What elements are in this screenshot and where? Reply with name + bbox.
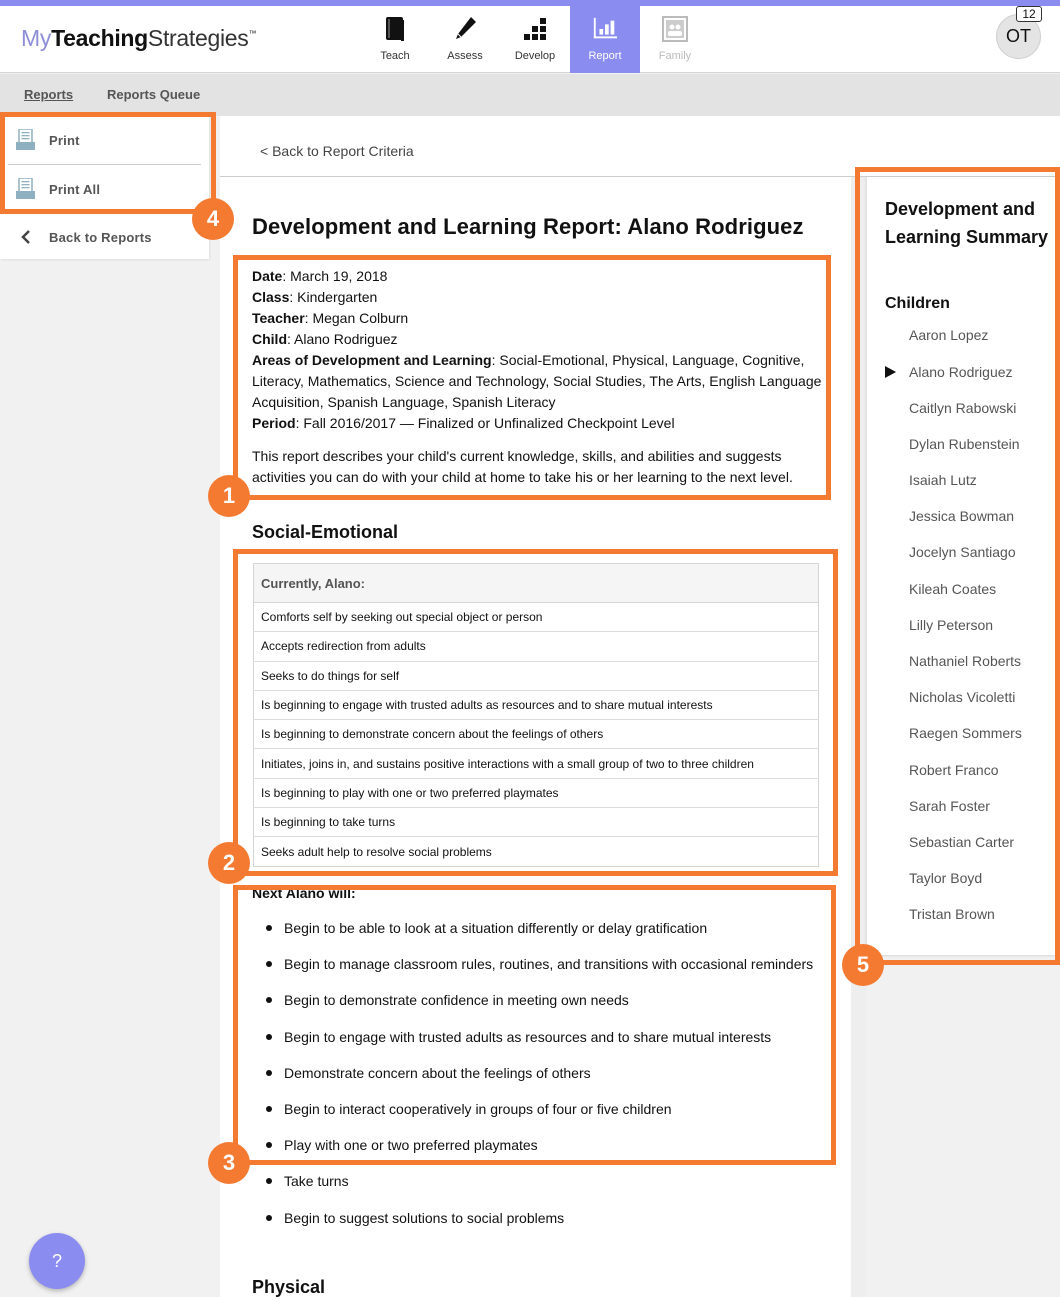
child-link[interactable]: Kileah Coates	[909, 581, 997, 597]
table-row: Is beginning to engage with trusted adults as resources and to share mutual interests	[254, 690, 819, 719]
annotation-marker-2: 2	[208, 842, 250, 884]
nav-develop[interactable]: Develop	[500, 6, 570, 73]
tab-reports[interactable]: Reports	[24, 87, 74, 102]
selected-arrow-icon	[885, 366, 896, 378]
child-link[interactable]: Raegen Sommers	[909, 725, 1022, 741]
tab-reports-queue[interactable]: Reports Queue	[107, 87, 201, 102]
section-title-physical: Physical	[252, 1277, 326, 1297]
criteria-bar	[220, 116, 1060, 177]
list-item: Begin to interact cooperatively in groups of four or five children	[266, 1091, 813, 1127]
annotation-marker-1: 1	[208, 475, 250, 517]
list-item: Take turns	[266, 1163, 813, 1199]
notification-badge[interactable]: 12	[1016, 6, 1042, 22]
table-row: Is beginning to take turns	[254, 808, 819, 837]
back-to-reports-button[interactable]: Back to Reports	[0, 213, 209, 261]
annotation-marker-3: 3	[208, 1142, 250, 1184]
blocks-icon	[522, 16, 548, 42]
meta-child: Child: Alano Rodriguez	[252, 331, 398, 347]
child-link[interactable]: Nicholas Vicoletti	[909, 689, 1016, 705]
child-link[interactable]: Aaron Lopez	[909, 327, 989, 343]
sub-nav	[0, 74, 1060, 116]
child-link[interactable]: Tristan Brown	[909, 906, 995, 922]
report-metadata	[252, 266, 822, 488]
child-link-selected[interactable]: Alano Rodriguez	[909, 364, 1013, 380]
bullet-icon	[266, 1034, 272, 1040]
bullet-icon	[266, 1178, 272, 1184]
printer-icon	[16, 129, 35, 151]
bullet-icon	[266, 961, 272, 967]
child-link[interactable]: Sarah Foster	[909, 798, 990, 814]
currently-header: Currently, Alano:	[254, 564, 819, 603]
table-row: Is beginning to play with one or two preferred playmates	[254, 778, 819, 807]
pencil-icon	[452, 16, 478, 42]
main-nav	[360, 6, 710, 73]
list-item: Begin to be able to look at a situation differently or delay gratification	[266, 910, 813, 946]
family-photo-icon	[662, 16, 688, 42]
logo[interactable]: MyTeachingStrategies™	[21, 25, 257, 51]
bar-chart-icon	[592, 16, 618, 42]
summary-panel	[866, 177, 1056, 955]
next-steps-list	[266, 910, 813, 1236]
next-steps-header: Next Alano will:	[252, 885, 356, 901]
child-link[interactable]: Taylor Boyd	[909, 870, 983, 886]
table-row: Seeks to do things for self	[254, 661, 819, 690]
report-actions-sidebar	[0, 116, 209, 259]
help-button[interactable]: ?	[29, 1233, 85, 1289]
nav-family[interactable]: Family	[640, 6, 710, 73]
table-row: Comforts self by seeking out special object or person	[254, 603, 819, 632]
bullet-icon	[266, 1142, 272, 1148]
child-link[interactable]: Dylan Rubenstein	[909, 436, 1020, 452]
child-link[interactable]: Nathaniel Roberts	[909, 653, 1022, 669]
app-header	[0, 6, 1060, 73]
user-avatar[interactable]: OT	[996, 14, 1041, 59]
meta-teacher: Teacher: Megan Colburn	[252, 310, 409, 326]
table-row: Seeks adult help to resolve social problems	[254, 837, 819, 866]
bullet-icon	[266, 1070, 272, 1076]
report-description: This report describes your child's current knowledge, skills, and abilities and suggests activities you can do with your child at home to take his or her learning to the next level.	[252, 448, 793, 485]
list-item: Demonstrate concern about the feelings of others	[266, 1055, 813, 1091]
bullet-icon	[266, 997, 272, 1003]
list-item: Begin to manage classroom rules, routines, and transitions with occasional reminders	[266, 946, 813, 982]
list-item: Begin to suggest solutions to social problems	[266, 1200, 813, 1236]
bullet-icon	[266, 925, 272, 931]
child-link[interactable]: Jocelyn Santiago	[909, 544, 1016, 560]
printer-icon	[16, 178, 35, 200]
summary-title: Development and Learning Summary	[885, 199, 1049, 247]
child-link[interactable]: Robert Franco	[909, 762, 999, 778]
bullet-icon	[266, 1215, 272, 1221]
meta-date: Date: March 19, 2018	[252, 268, 388, 284]
child-link[interactable]: Jessica Bowman	[909, 508, 1015, 524]
list-item: Begin to demonstrate confidence in meeting own needs	[266, 982, 813, 1018]
children-header: Children	[885, 295, 950, 312]
annotation-marker-5: 5	[842, 944, 884, 986]
child-link[interactable]: Sebastian Carter	[909, 834, 1015, 850]
meta-areas: Areas of Development and Learning: Social-Emotional, Physical, Language, Cognitive, Literacy, Mathematics, Science and Technology, Social Studies, The Arts, English Language Acquisition, Spanish Language, Spanish Literacy	[252, 352, 822, 410]
child-link[interactable]: Caitlyn Rabowski	[909, 400, 1017, 416]
meta-period: Period: Fall 2016/2017 — Finalized or Unfinalized Checkpoint Level	[252, 415, 675, 431]
child-link[interactable]: Isaiah Lutz	[909, 472, 977, 488]
column-gutter	[851, 177, 866, 1297]
table-row: Accepts redirection from adults	[254, 632, 819, 661]
nav-assess[interactable]: Assess	[430, 6, 500, 73]
report-title: Development and Learning Report: Alano Rodriguez	[252, 214, 804, 239]
table-row: Initiates, joins in, and sustains positive interactions with a small group of two to three children	[254, 749, 819, 778]
annotation-marker-4: 4	[192, 198, 234, 240]
bullet-icon	[266, 1106, 272, 1112]
nav-teach[interactable]: Teach	[360, 6, 430, 73]
chevron-left-icon	[16, 226, 35, 248]
section-title-social-emotional: Social-Emotional	[252, 522, 399, 542]
list-item: Begin to engage with trusted adults as resources and to share mutual interests	[266, 1019, 813, 1055]
book-icon	[382, 16, 408, 42]
table-row: Is beginning to demonstrate concern about the feelings of others	[254, 720, 819, 749]
print-button[interactable]: Print	[0, 116, 209, 164]
back-to-report-criteria-link[interactable]: < Back to Report Criteria	[260, 143, 414, 159]
list-item: Play with one or two preferred playmates	[266, 1127, 813, 1163]
print-all-button[interactable]: Print All	[0, 165, 209, 213]
currently-table	[253, 563, 819, 867]
meta-class: Class: Kindergarten	[252, 289, 378, 305]
nav-report[interactable]: Report	[570, 6, 640, 73]
child-link[interactable]: Lilly Peterson	[909, 617, 994, 633]
